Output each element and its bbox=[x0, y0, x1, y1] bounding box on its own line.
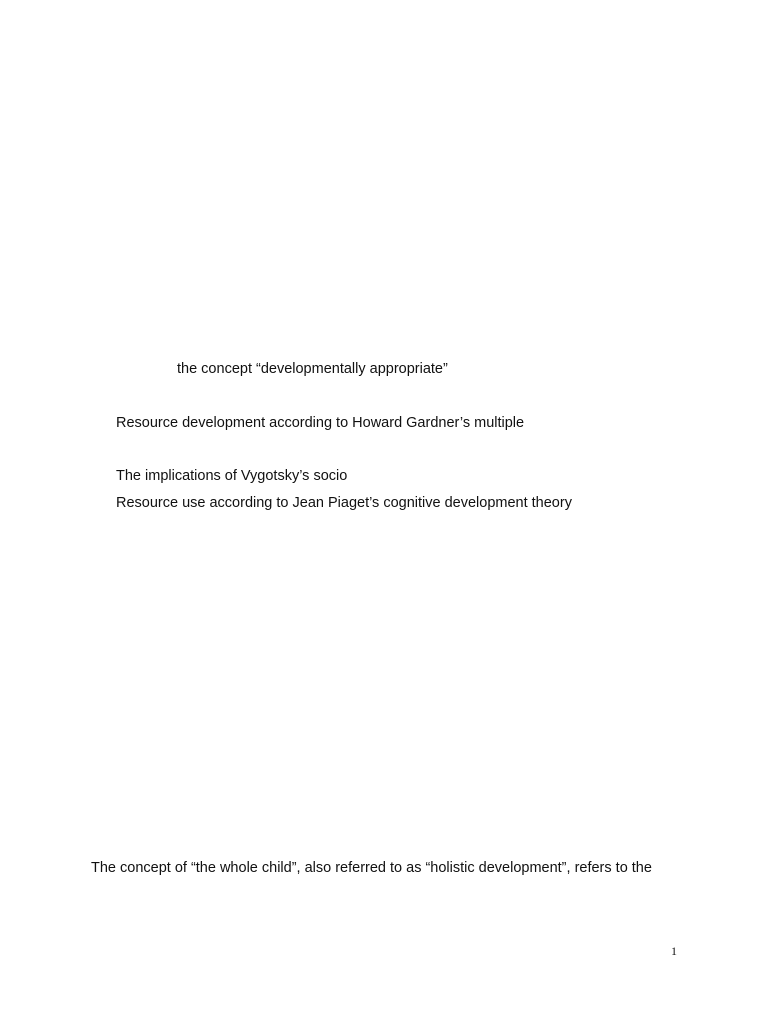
page-number: 1 bbox=[671, 944, 677, 958]
text-line-gardner-resource-development: Resource development according to Howard Gardner’s multiple bbox=[116, 415, 525, 431]
text-line-vygotsky-implications: The implications of Vygotsky’s socio bbox=[116, 468, 348, 484]
text-line-whole-child-paragraph: The concept of “the whole child”, also referred to as “holistic development”, refers to the bbox=[91, 860, 652, 876]
text-line-piaget-resource-use: Resource use according to Jean Piaget’s cognitive development theory bbox=[116, 495, 572, 511]
text-line-developmentally-appropriate: the concept “developmentally appropriate” bbox=[177, 361, 448, 377]
